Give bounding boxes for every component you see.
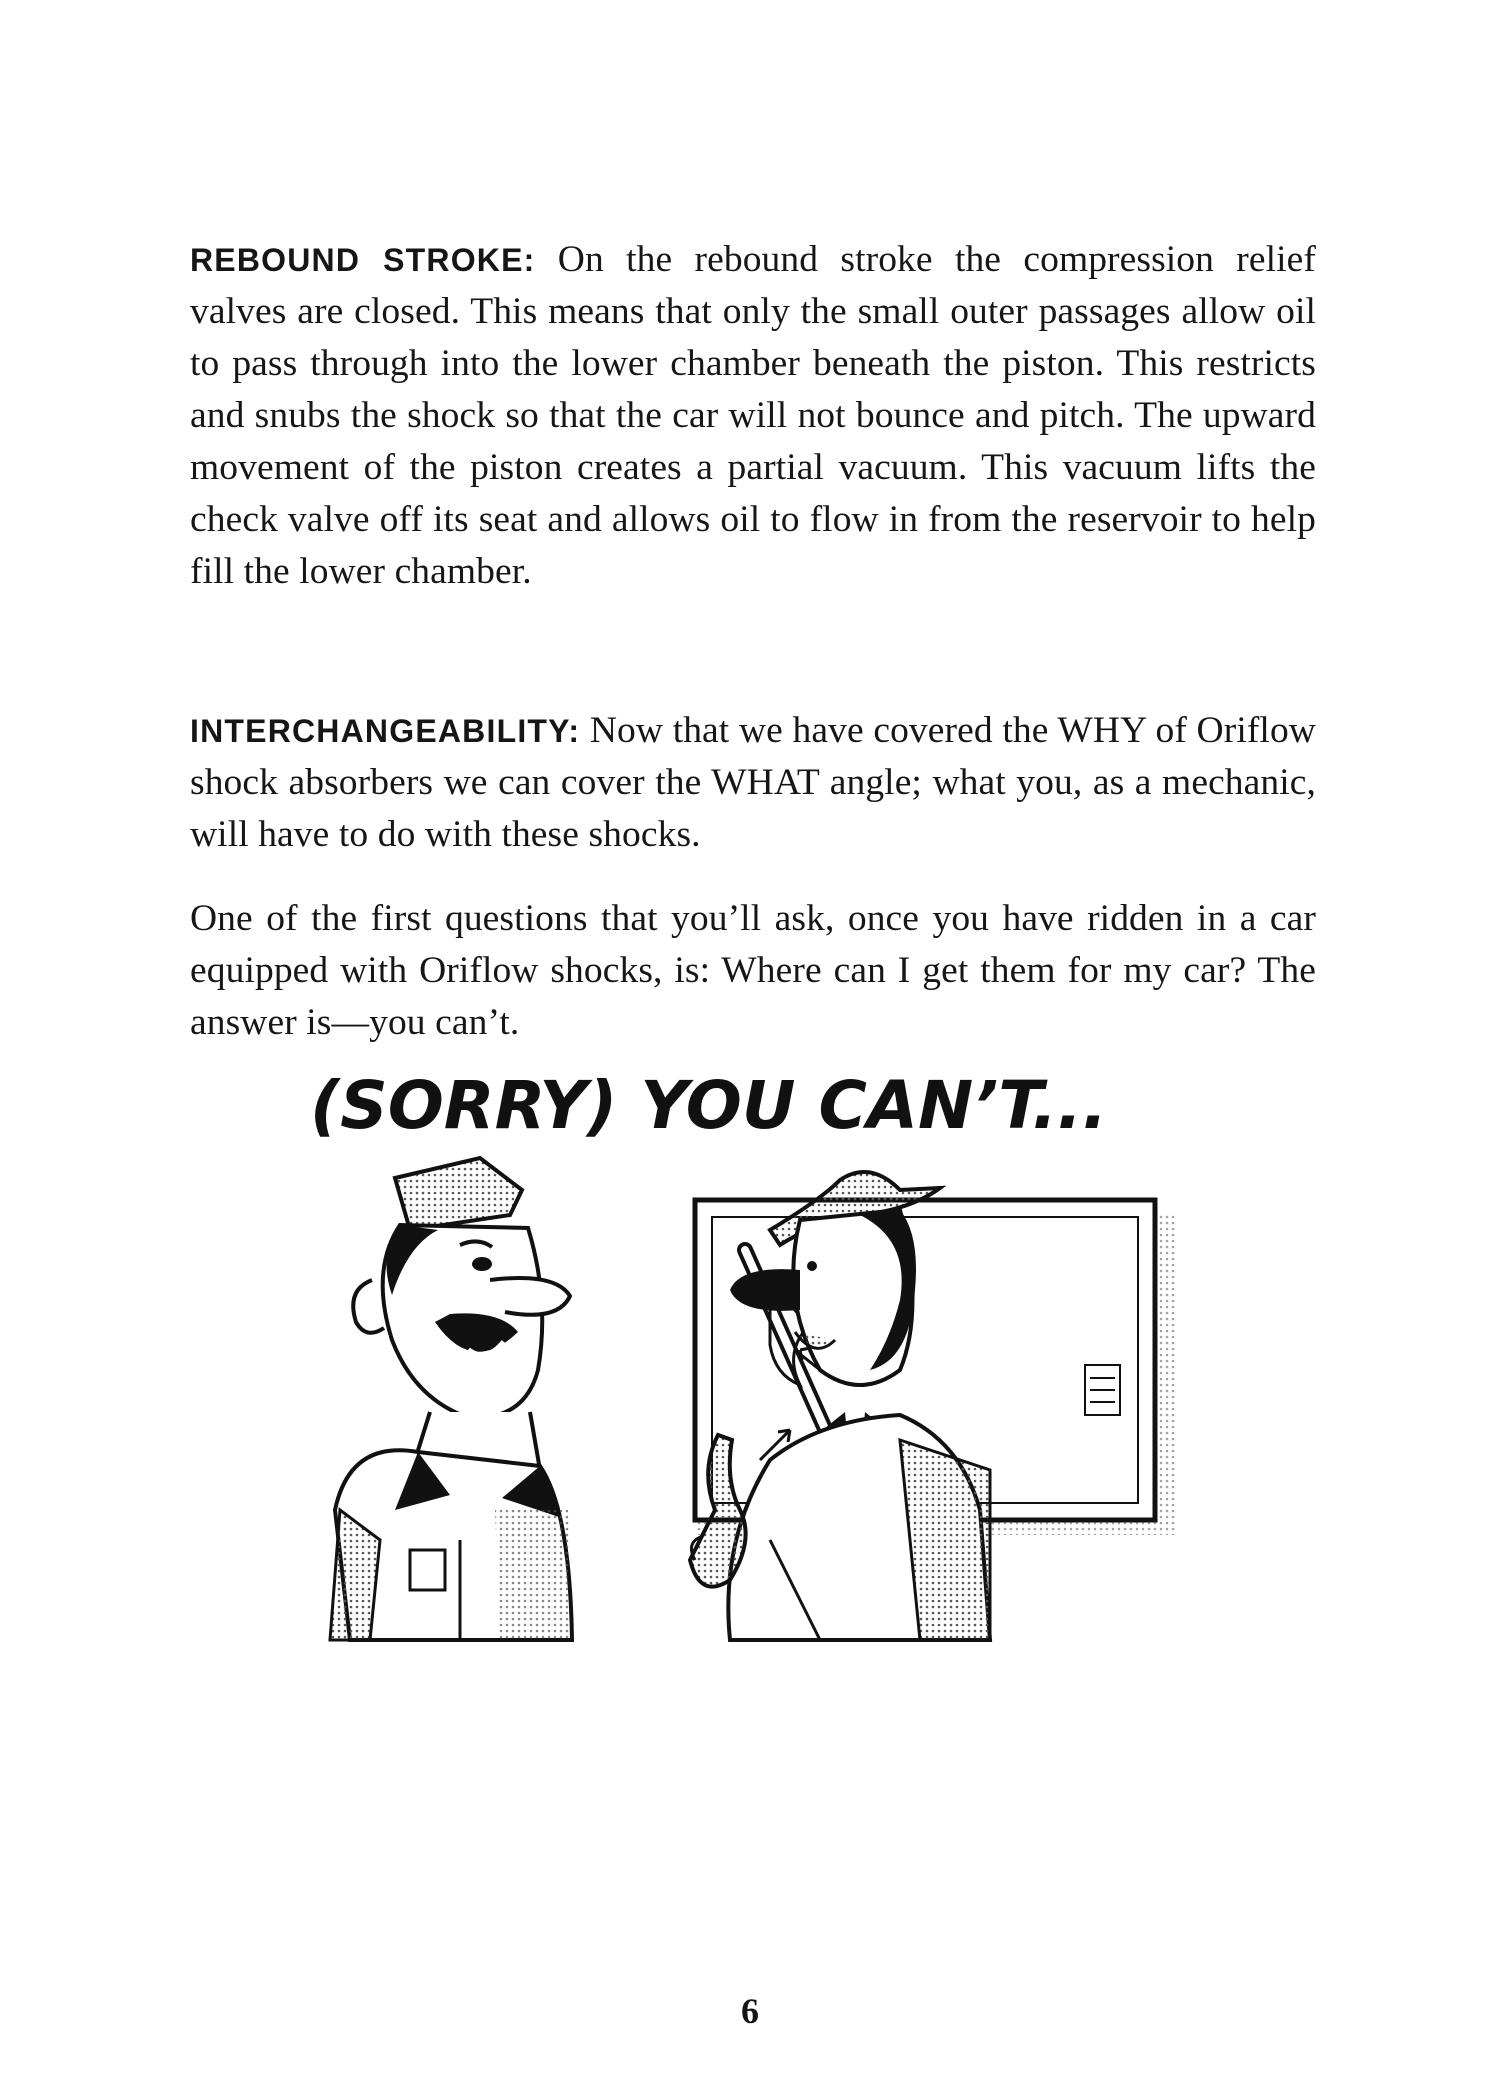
rebound-stroke-text: On the rebound stroke the compression relief valves are closed. This means that only the small outer passages allow oil to pass through into the lower chamber beneath the piston. This restricts and snubs the shock so that the car will not bounce and pitch. The upward movement of the piston creates a partial vacuum. This vacuum lifts the check valve off its seat and allows oil to flow in from the reservoir to help fill the lower chamber. <box>190 238 1316 592</box>
page-number: 6 <box>741 1991 759 2031</box>
cartoon-illustration <box>300 1040 1220 1900</box>
question-paragraph <box>190 893 1316 1049</box>
interchangeability-text: Now that we have covered the WHY of Oriflow shock absorbers we can cover the WHAT angle; what you, as a mechanic, will have to do with these shocks. <box>190 709 1316 855</box>
mechanic-figure <box>330 1158 572 1640</box>
rebound-stroke-paragraph <box>190 234 1316 598</box>
rebound-stroke-heading: REBOUND STROKE: <box>190 241 536 278</box>
question-text: One of the first questions that you’ll ask, once you have ridden in a car equipped with Oriflow shocks, is: Where can I get them for my car? The answer is—you can’t. <box>190 897 1316 1043</box>
interchangeability-heading: INTERCHANGEABILITY: <box>190 712 581 749</box>
cartoon-caption: (SORRY) YOU CAN’T... <box>310 1067 1108 1144</box>
interchangeability-paragraph <box>190 705 1316 861</box>
